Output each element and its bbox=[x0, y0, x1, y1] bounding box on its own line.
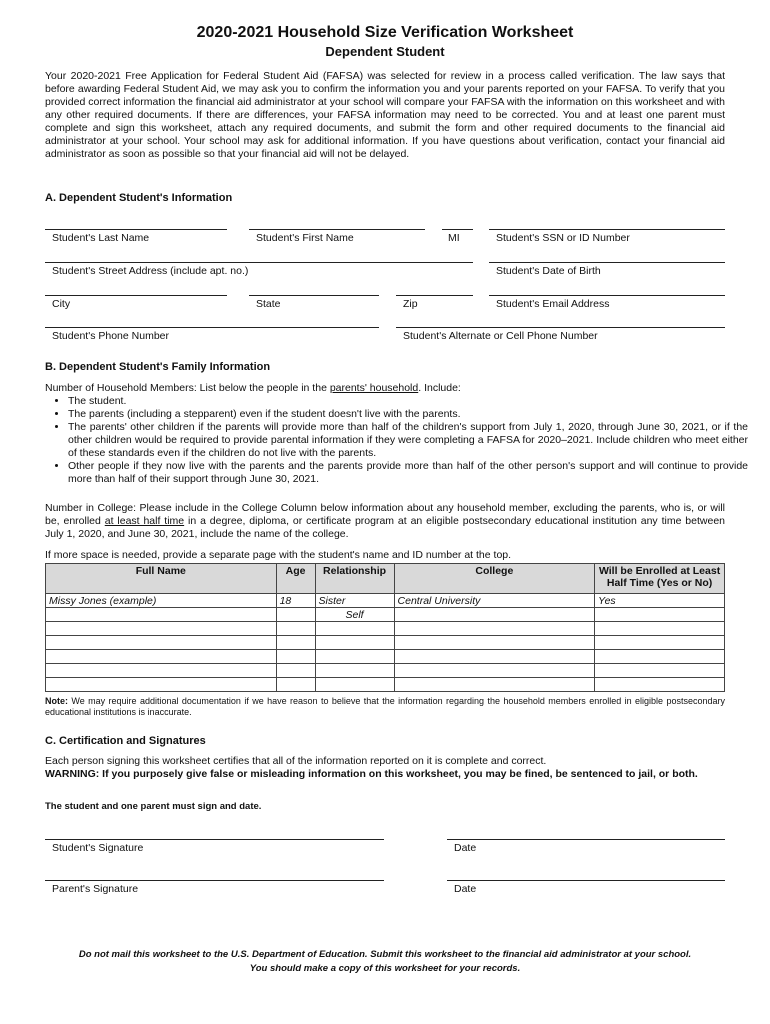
table-cell[interactable] bbox=[276, 664, 315, 678]
section-b-heading: B. Dependent Student's Family Information bbox=[45, 361, 271, 373]
table-row bbox=[46, 608, 725, 622]
zip-label: Zip bbox=[403, 298, 418, 310]
table-cell[interactable] bbox=[46, 622, 277, 636]
note-text: Note: We may require additional documentation if we have reason to believe that the information regarding the household members enrolled in eligible postsecondary educational institutions is inaccurate. bbox=[45, 696, 725, 717]
first-name-field[interactable] bbox=[249, 229, 425, 230]
table-cell[interactable] bbox=[595, 664, 725, 678]
table-cell[interactable] bbox=[394, 608, 595, 622]
table-cell[interactable] bbox=[394, 664, 595, 678]
intro-paragraph: Your 2020-2021 Free Application for Federal Student Aid (FAFSA) was selected for review in a process called verification. The law says that before awarding Federal Student Aid, we may ask you to confirm the information you and your parents reported on your FAFSA. To verify that you provided correct information the financial aid administrator at your school will compare your FAFSA with the information on this worksheet and with any other required documents. If there are differences, your FAFSA information may need to be corrected. You and at least one parent must complete and sign this worksheet, attach any required documents, and submit the form and other required documents to the financial aid administrator at your school. Your school may ask for additional information. If you have questions about verification, contact your financial aid administrator as soon as possible so that your financial aid will not be delayed. bbox=[45, 70, 725, 160]
first-name-label: Student's First Name bbox=[256, 232, 354, 244]
email-label: Student's Email Address bbox=[496, 298, 610, 310]
table-cell[interactable] bbox=[315, 678, 394, 692]
table-header-row bbox=[46, 564, 725, 594]
table-row-example bbox=[46, 594, 725, 608]
student-date-field[interactable] bbox=[447, 839, 725, 840]
mi-field[interactable] bbox=[442, 229, 473, 230]
table-cell[interactable] bbox=[394, 622, 595, 636]
state-field[interactable] bbox=[249, 295, 379, 296]
mi-label: MI bbox=[448, 232, 460, 244]
table-cell[interactable] bbox=[595, 650, 725, 664]
col-full-name: Full Name bbox=[46, 564, 277, 594]
dob-label: Student's Date of Birth bbox=[496, 265, 601, 277]
table-row bbox=[46, 622, 725, 636]
household-table bbox=[45, 563, 725, 692]
parent-signature-field[interactable] bbox=[45, 880, 384, 881]
household-intro: Number of Household Members: List below the people in the parents' household. Include: bbox=[45, 382, 461, 394]
table-cell[interactable] bbox=[276, 622, 315, 636]
city-field[interactable] bbox=[45, 295, 227, 296]
table-cell[interactable] bbox=[46, 664, 277, 678]
list-item: • The parents (including a stepparent) even if the student doesn't live with the parents. bbox=[68, 408, 748, 421]
state-label: State bbox=[256, 298, 281, 310]
alt-phone-label: Student's Alternate or Cell Phone Number bbox=[403, 330, 598, 342]
table-row bbox=[46, 664, 725, 678]
table-cell[interactable] bbox=[315, 622, 394, 636]
example-college: Central University bbox=[394, 594, 595, 608]
table-cell[interactable] bbox=[276, 608, 315, 622]
example-name: Missy Jones (example) bbox=[46, 594, 277, 608]
last-name-label: Student's Last Name bbox=[52, 232, 150, 244]
section-c-heading: C. Certification and Signatures bbox=[45, 735, 206, 747]
address-label: Student's Street Address (include apt. no.) bbox=[52, 265, 249, 277]
student-signature-label: Student's Signature bbox=[52, 842, 144, 854]
dob-field[interactable] bbox=[489, 262, 725, 263]
page-title: 2020-2021 Household Size Verification Worksheet bbox=[196, 24, 574, 41]
col-half-time: Will be Enrolled at Least Half Time (Yes or No) bbox=[595, 564, 725, 594]
table-cell[interactable] bbox=[276, 636, 315, 650]
parent-date-field[interactable] bbox=[447, 880, 725, 881]
footer-line-1: Do not mail this worksheet to the U.S. Department of Education. Submit this worksheet to the financial aid administrator at your school. bbox=[78, 949, 692, 960]
more-space-note: If more space is needed, provide a separate page with the student's name and ID number at the top. bbox=[45, 549, 512, 561]
list-item: • The student. bbox=[68, 395, 748, 408]
table-cell[interactable] bbox=[46, 650, 277, 664]
table-cell[interactable] bbox=[394, 678, 595, 692]
certification-text: Each person signing this worksheet certifies that all of the information reported on it is complete and correct. bbox=[45, 755, 547, 767]
alt-phone-field[interactable] bbox=[396, 327, 725, 328]
ssn-label: Student's SSN or ID Number bbox=[496, 232, 630, 244]
list-item: • Other people if they now live with the parents and the parents provide more than half of the other person's support and will continue to provide more than half of their support through June 30, 2021. bbox=[68, 460, 748, 486]
phone-label: Student's Phone Number bbox=[52, 330, 169, 342]
phone-field[interactable] bbox=[45, 327, 379, 328]
table-cell[interactable] bbox=[46, 608, 277, 622]
table-cell[interactable] bbox=[315, 636, 394, 650]
table-cell[interactable] bbox=[46, 678, 277, 692]
warning-text: WARNING: If you purposely give false or misleading information on this worksheet, you may be fined, be sentenced to jail, or both. bbox=[45, 768, 698, 780]
table-cell[interactable] bbox=[595, 608, 725, 622]
city-label: City bbox=[52, 298, 71, 310]
table-cell[interactable] bbox=[394, 650, 595, 664]
section-a-heading: A. Dependent Student's Information bbox=[45, 192, 233, 204]
col-age: Age bbox=[276, 564, 315, 594]
col-college: College bbox=[394, 564, 595, 594]
table-cell[interactable] bbox=[46, 636, 277, 650]
household-bullet-list bbox=[45, 395, 748, 486]
ssn-field[interactable] bbox=[489, 229, 725, 230]
table-cell[interactable] bbox=[595, 636, 725, 650]
self-cell: Self bbox=[315, 608, 394, 622]
table-cell[interactable] bbox=[315, 650, 394, 664]
college-paragraph: Number in College: Please include in the College Column below information about any household member, excluding the parents, who is, or will be, enrolled at least half time in a degree, diploma, or certificate program at an eligible postsecondary educational institution any time between July 1, 2020, and June 30, 2021, include the name of the college. bbox=[45, 502, 725, 540]
table-row bbox=[46, 650, 725, 664]
list-item: • The parents' other children if the parents will provide more than half of the children's support from July 1, 2020, through June 30, 2021, or if the other children would be required to provide parental information if they were completing a FAFSA for 2020–2021. Include children who meet either of these standards even if the children do not live with the parents. bbox=[68, 421, 748, 460]
table-row bbox=[46, 636, 725, 650]
example-relationship: Sister bbox=[315, 594, 394, 608]
table-row bbox=[46, 678, 725, 692]
table-cell[interactable] bbox=[394, 636, 595, 650]
email-field[interactable] bbox=[489, 295, 725, 296]
page-subtitle: Dependent Student bbox=[325, 44, 445, 59]
example-age: 18 bbox=[276, 594, 315, 608]
zip-field[interactable] bbox=[396, 295, 473, 296]
address-field[interactable] bbox=[45, 262, 473, 263]
parent-signature-label: Parent's Signature bbox=[52, 883, 139, 895]
table-cell[interactable] bbox=[595, 678, 725, 692]
last-name-field[interactable] bbox=[45, 229, 227, 230]
table-cell[interactable] bbox=[595, 622, 725, 636]
must-sign-text: The student and one parent must sign and date. bbox=[45, 801, 262, 812]
student-date-label: Date bbox=[454, 842, 477, 854]
example-half-time: Yes bbox=[595, 594, 725, 608]
student-signature-field[interactable] bbox=[45, 839, 384, 840]
table-cell[interactable] bbox=[276, 678, 315, 692]
parent-date-label: Date bbox=[454, 883, 477, 895]
table-cell[interactable] bbox=[315, 664, 394, 678]
footer bbox=[0, 948, 770, 976]
footer-line-2: You should make a copy of this worksheet for your records. bbox=[249, 963, 521, 974]
table-cell[interactable] bbox=[276, 650, 315, 664]
col-relationship: Relationship bbox=[315, 564, 394, 594]
